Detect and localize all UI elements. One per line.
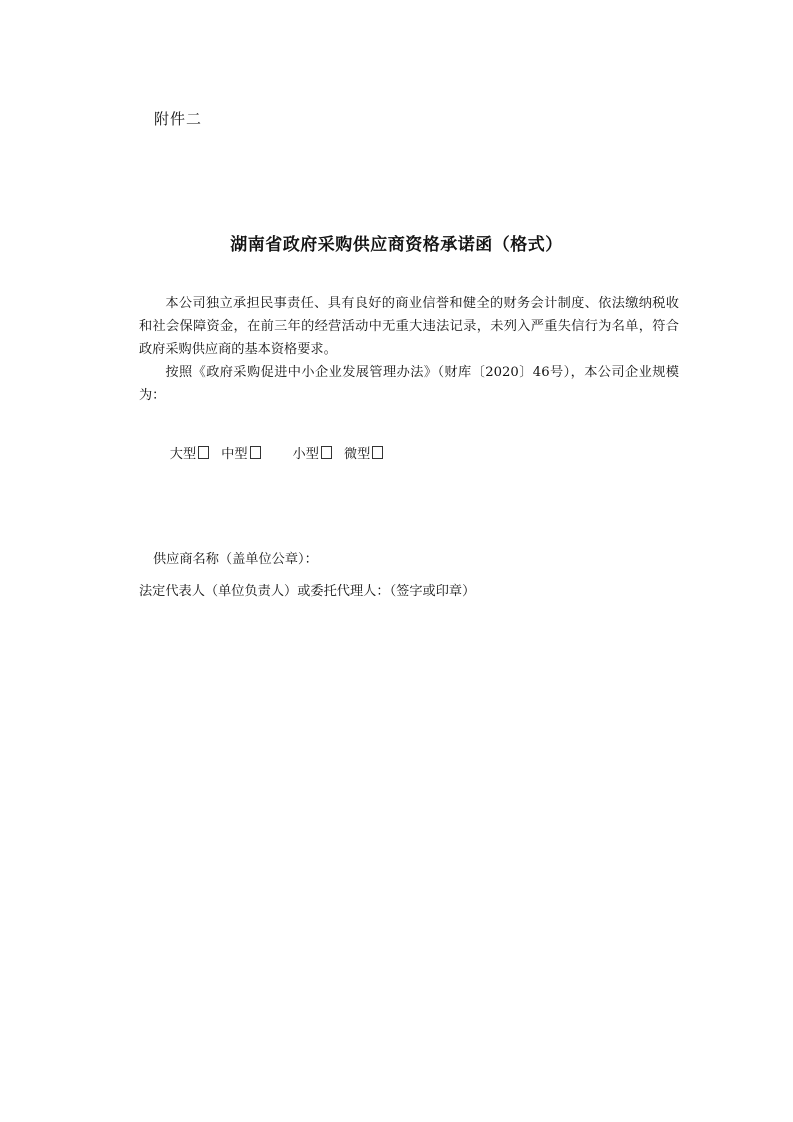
- checkbox-medium[interactable]: [250, 446, 261, 459]
- scale-option-medium[interactable]: [221, 443, 260, 462]
- scale-option-small-label: 小型: [292, 447, 319, 462]
- scale-option-medium-label: 中型: [221, 447, 248, 462]
- enterprise-scale-paragraph: 按照《政府采购促进中小企业发展管理办法》（财库〔2020〕46号），本公司企业规模为：: [139, 365, 679, 403]
- scale-option-micro[interactable]: [344, 443, 383, 462]
- document-title: 湖南省政府采购供应商资格承诺函（格式）: [230, 235, 563, 255]
- enterprise-scale-options: [153, 428, 383, 477]
- scale-option-micro-label: 微型: [343, 447, 371, 462]
- supplier-name-label: 供应商名称（盖单位公章）：: [153, 552, 318, 567]
- commitment-paragraph: 本公司独立承担民事责任、具有良好的商业信誉和健全的财务会计制度、依法缴纳税收和社会保障资金，在前三年的经营活动中无重大违法记录，未列入严重失信行为名单，符合政府采购供应商的基本资格要求。: [139, 296, 679, 357]
- checkbox-micro[interactable]: [372, 446, 383, 459]
- scale-option-large[interactable]: [170, 443, 209, 462]
- checkbox-small[interactable]: [321, 446, 332, 459]
- attachment-label: 附件二: [154, 110, 203, 128]
- scale-option-large-label: 大型: [169, 447, 197, 462]
- scale-option-small[interactable]: [293, 443, 332, 462]
- legal-representative-label: 法定代表人（单位负责人）或委托代理人：（签字或印章）: [139, 584, 476, 599]
- checkbox-large[interactable]: [198, 446, 209, 459]
- commitment-body: [139, 292, 679, 407]
